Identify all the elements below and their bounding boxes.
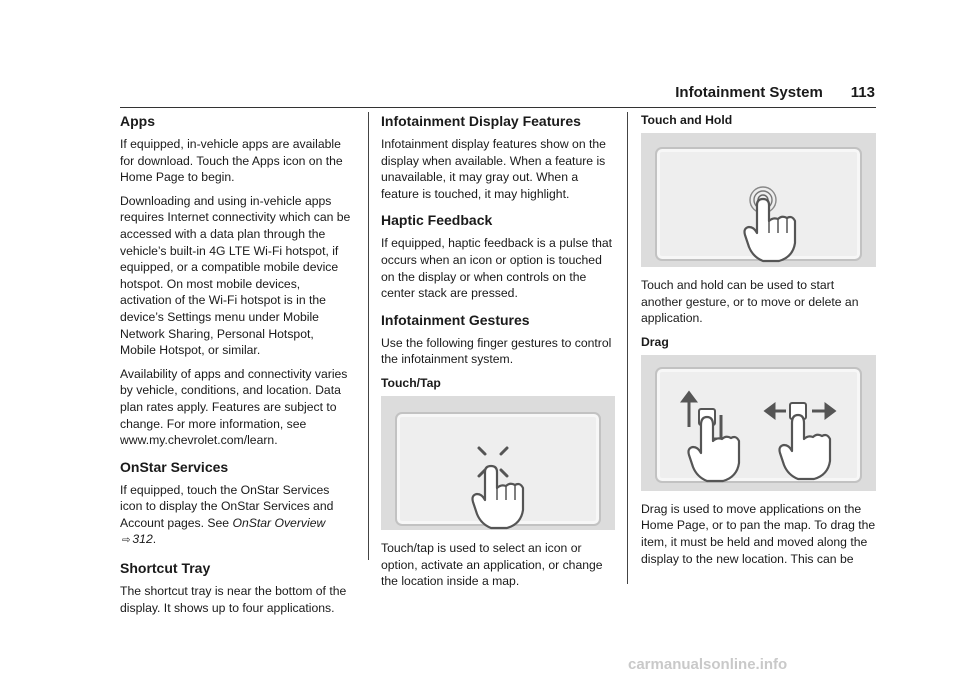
drag-figure [641, 355, 876, 491]
watermark: carmanualsonline.info [628, 656, 788, 673]
gestures-heading: Infotainment Gestures [381, 311, 530, 328]
header-rule [120, 107, 876, 108]
touch-tap-heading: Touch/Tap [381, 375, 441, 390]
column-divider-1 [368, 112, 369, 560]
apps-heading: Apps [120, 113, 155, 129]
column-divider-2 [627, 112, 628, 584]
onstar-reference-page[interactable]: 312 [132, 532, 153, 547]
onstar-period: . [152, 532, 157, 547]
drag-heading: Drag [641, 334, 669, 349]
onstar-text: If equipped, touch the OnStar Services icon to display the OnStar Services and Account pages. See [120, 482, 334, 530]
apps-paragraph-2: Downloading and using in-vehicle apps requires Internet connectivity which can be accessed with a data plan through the vehicle’s built-in 4G LTE Wi-Fi hotspot, if equipped, or a compatible mobile device hotspot. On most mobile devices, activation of the Wi-Fi hotspot is in the device’s Settings menu under Mobile Network Sharing, Personal Hotspot, Mobile Hotspot, or similar. [120, 193, 351, 358]
page-ref-arrow-icon: ⇨ [122, 535, 131, 547]
tap-hand-icon [381, 396, 615, 530]
gestures-paragraph: Use the following finger gestures to control the infotainment system. [381, 335, 612, 367]
column-2 [381, 112, 615, 597]
page-number: 113 [850, 84, 875, 101]
display-features-paragraph: Infotainment display features show on the display when available. When a feature is unavailable, it may gray out. When a feature is touched, it may highlight. [381, 137, 606, 201]
touch-hold-heading: Touch and Hold [641, 113, 733, 127]
drag-horizontal-hand-icon [746, 355, 866, 491]
shortcut-tray-heading: Shortcut Tray [120, 560, 211, 577]
apps-paragraph-3: Availability of apps and connectivity varies by vehicle, conditions, and location. Data plan rates apply. Features are subject to change. For more information, see www.my.chevrolet.com/learn. [120, 366, 348, 448]
haptic-feedback-heading: Haptic Feedback [381, 212, 493, 229]
apps-paragraph-1: If equipped, in-vehicle apps are available for download. Touch the Apps icon on the Home Page to begin. [120, 137, 343, 185]
onstar-reference-link[interactable]: OnStar Overview [232, 515, 326, 530]
drag-paragraph: Drag is used to move applications on the Home Page, or to pan the map. To drag the item, it must be held and moved along the display to the new location. This can be [641, 501, 876, 566]
hold-hand-icon [641, 133, 876, 267]
onstar-heading: OnStar Services [120, 458, 229, 475]
touch-hold-figure [641, 133, 876, 267]
section-title: Infotainment System [675, 84, 823, 101]
touch-tap-figure [381, 396, 615, 530]
display-features-heading: Infotainment Display Features [381, 113, 581, 129]
touch-hold-paragraph: Touch and hold can be used to start another gesture, or to move or delete an application. [641, 278, 859, 326]
drag-vertical-hand-icon [641, 355, 761, 491]
haptic-feedback-paragraph: If equipped, haptic feedback is a pulse that occurs when an icon or option is touched on the display or when controls on the center stack are pressed. [381, 236, 613, 301]
column-1 [120, 112, 352, 623]
touch-tap-paragraph: Touch/tap is used to select an icon or option, activate an application, or change the location inside a map. [381, 540, 603, 589]
shortcut-tray-paragraph: The shortcut tray is near the bottom of the display. It shows up to four applications. [120, 584, 347, 615]
onstar-paragraph [120, 482, 352, 550]
page-header [640, 84, 875, 101]
column-3 [641, 112, 876, 574]
